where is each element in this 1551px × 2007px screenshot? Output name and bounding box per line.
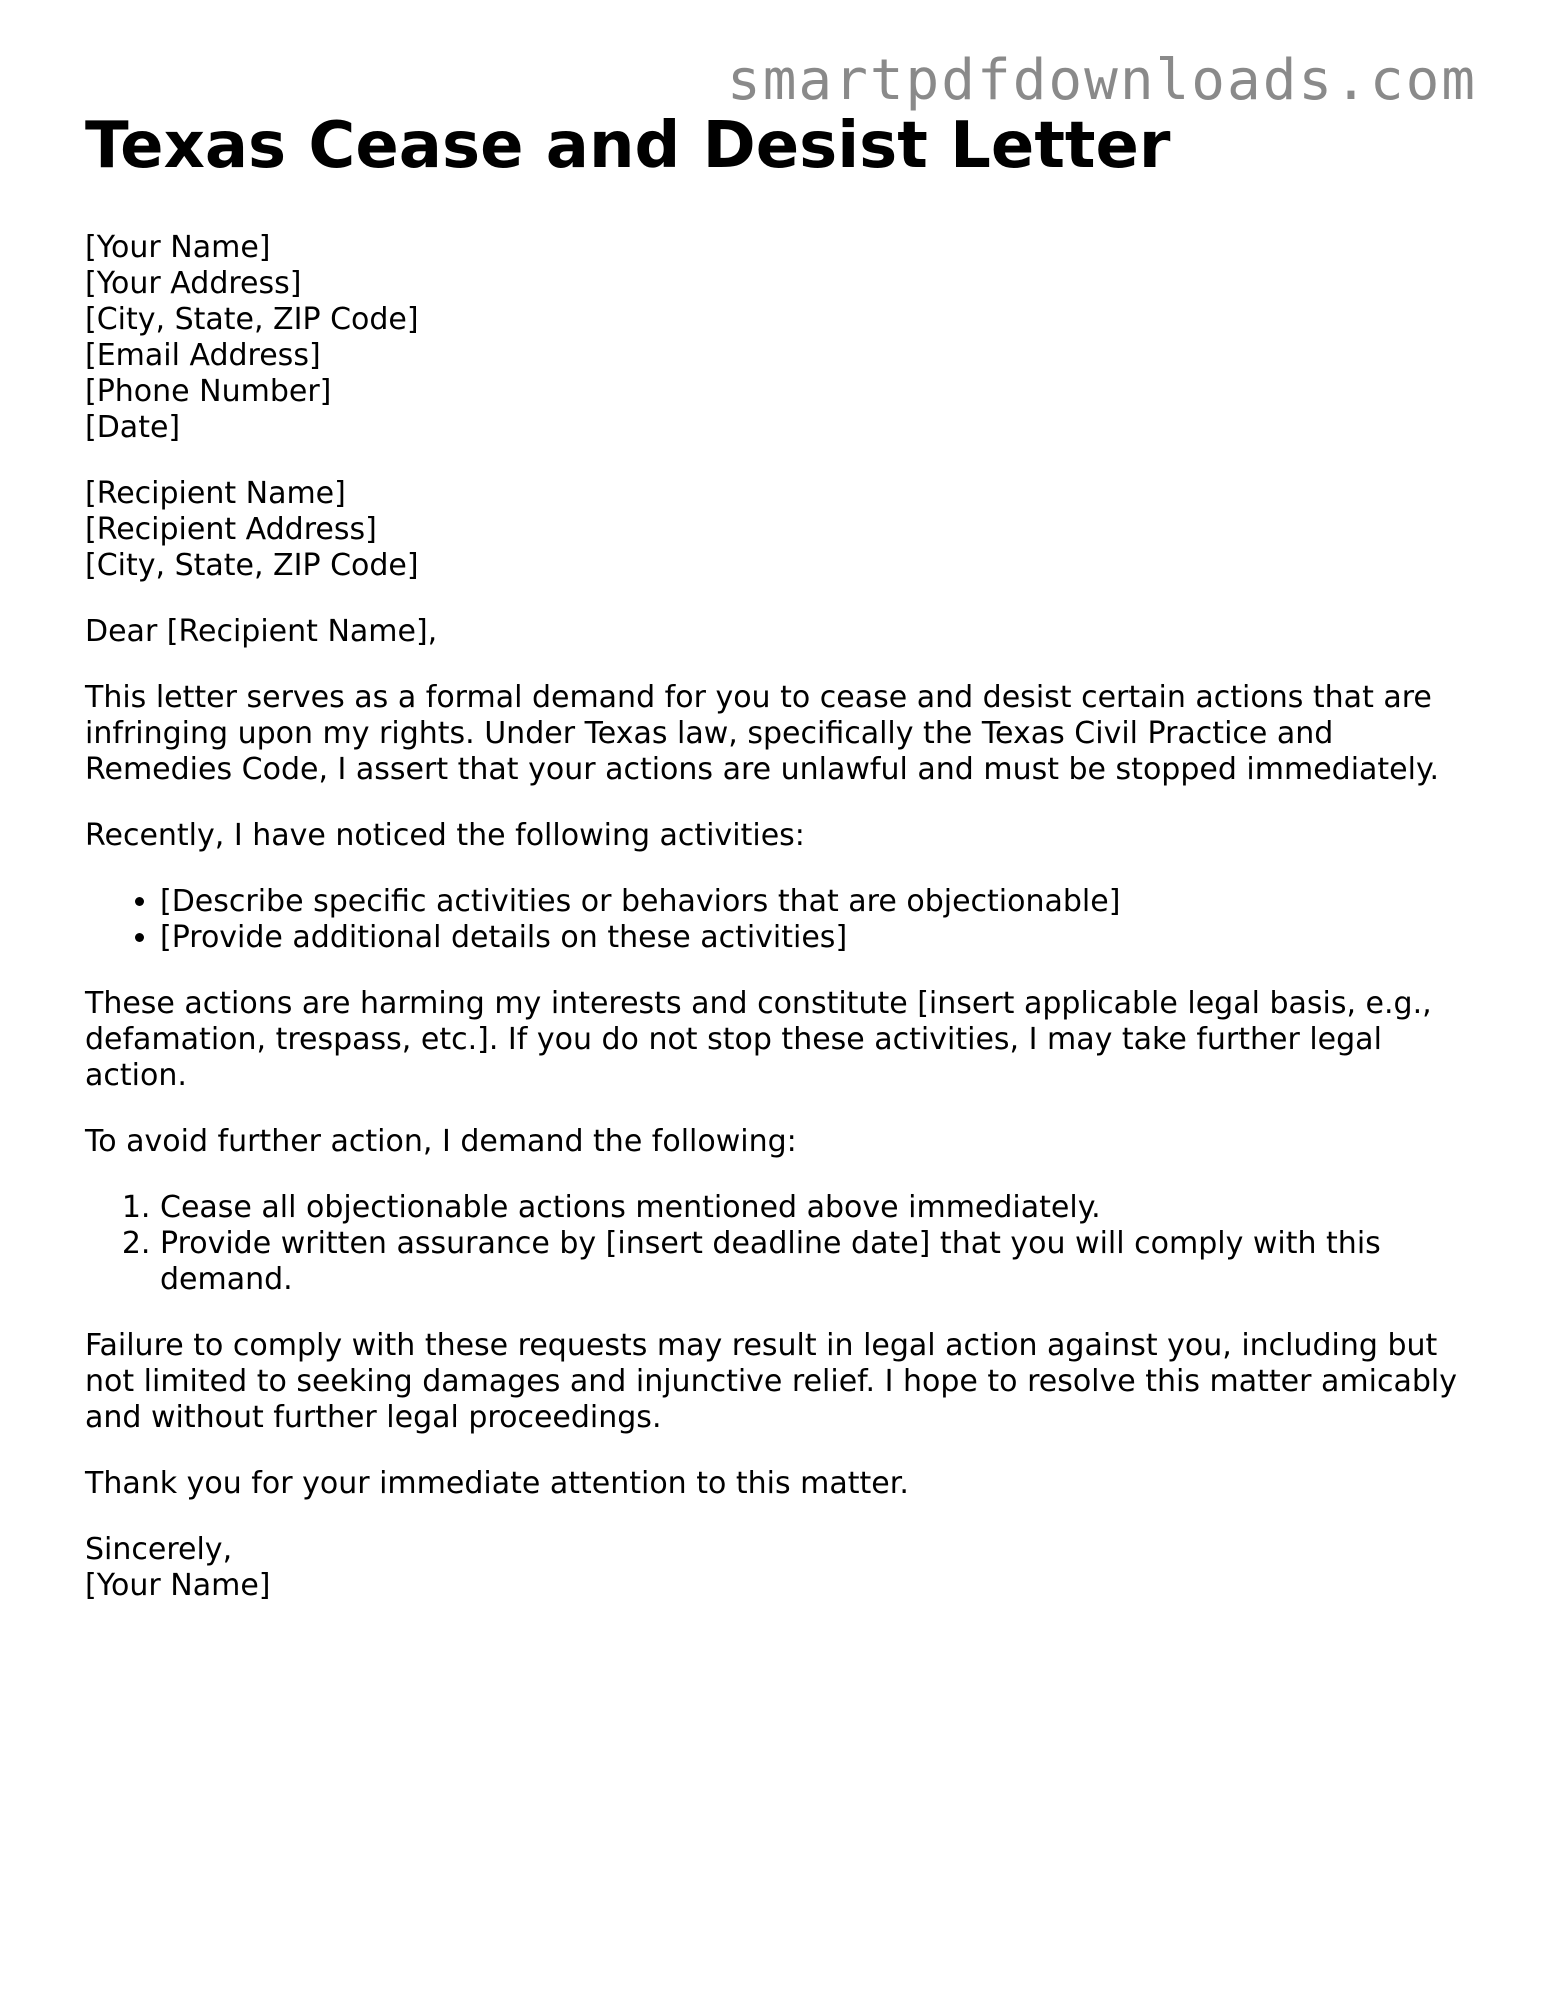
list-item: 1. Cease all objectionable actions mentioned above immediately.	[160, 1190, 1475, 1226]
letter-page	[85, 108, 1475, 1634]
watermark-text: smartpdfdownloads.com	[726, 48, 1477, 113]
signature-name: [Your Name]	[85, 1568, 271, 1603]
recipient-name: [Recipient Name]	[85, 476, 346, 511]
sender-block	[85, 230, 1475, 446]
closing-block	[85, 1532, 1475, 1604]
demand-intro-paragraph: To avoid further action, I demand the following:	[85, 1124, 797, 1159]
sender-email: [Email Address]	[85, 338, 321, 373]
sender-name: [Your Name]	[85, 230, 271, 265]
intro-paragraph: This letter serves as a formal demand for you to cease and desist certain actions that are infringing upon my rights. Under Texas law, specifically the Texas Civil Practice and Remedies Code, I assert that your actions are unlawful and must be stopped immediately.	[85, 680, 1439, 787]
harm-paragraph: These actions are harming my interests and constitute [insert applicable legal basis, e.g., defamation, trespass, etc.]. If you do not stop these activities, I may take further legal action.	[85, 986, 1432, 1093]
sign-off: Sincerely,	[85, 1532, 233, 1567]
sender-address: [Your Address]	[85, 266, 302, 301]
sender-phone: [Phone Number]	[85, 374, 332, 409]
list-item: • [Describe specific activities or behaviors that are objectionable]	[160, 884, 1475, 920]
list-item: 2. Provide written assurance by [insert deadline date] that you will comply with this demand.	[160, 1226, 1475, 1298]
failure-paragraph: Failure to comply with these requests may result in legal action against you, including but not limited to seeking damages and injunctive relief. I hope to resolve this matter amicably and without further legal proceedings.	[85, 1328, 1457, 1435]
sender-city-state-zip: [City, State, ZIP Code]	[85, 302, 419, 337]
noticed-paragraph: Recently, I have noticed the following activities:	[85, 818, 805, 853]
letter-date: [Date]	[85, 410, 181, 445]
activities-list	[85, 884, 1475, 956]
recipient-block	[85, 476, 1475, 584]
salutation: Dear [Recipient Name],	[85, 614, 438, 649]
demands-list	[85, 1190, 1475, 1298]
recipient-city-state-zip: [City, State, ZIP Code]	[85, 548, 419, 583]
list-item: • [Provide additional details on these activities]	[160, 920, 1475, 956]
page-title: Texas Cease and Desist Letter	[85, 109, 1171, 183]
thanks-paragraph: Thank you for your immediate attention to this matter.	[85, 1466, 909, 1501]
recipient-address: [Recipient Address]	[85, 512, 377, 547]
